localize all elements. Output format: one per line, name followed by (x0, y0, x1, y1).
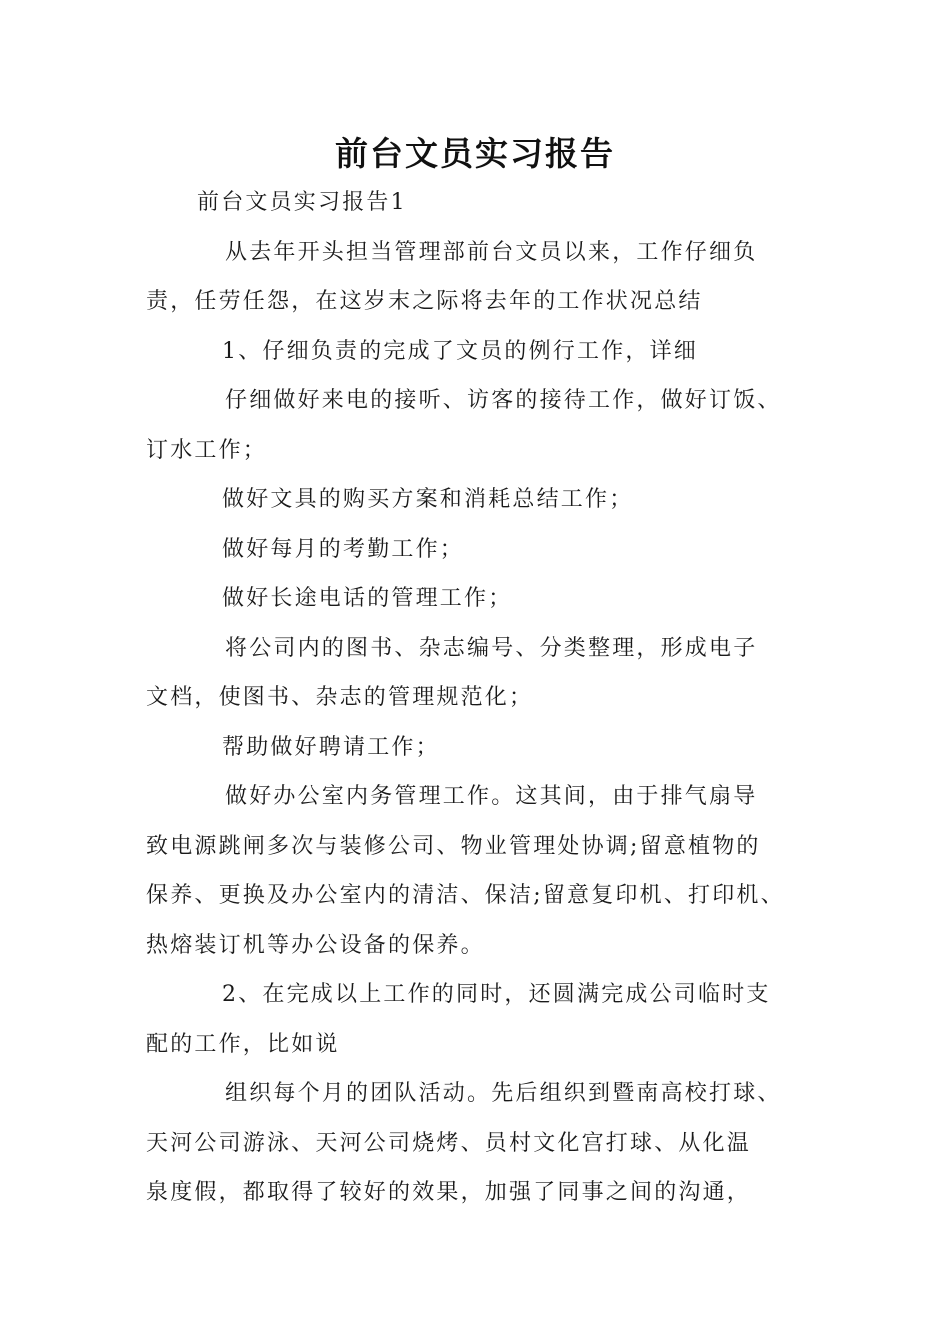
body-line: 2、在完成以上工作的同时，还圆满完成公司临时支 (222, 982, 771, 1007)
body-line: 做好长途电话的管理工作； (222, 586, 513, 611)
body-line: 从去年开头担当管理部前台文员以来，工作仔细负 (225, 239, 758, 265)
body-line: 责，任劳任怨，在这岁末之际将去年的工作状况总结 (146, 289, 703, 314)
body-line: 致电源跳闸多次与装修公司、物业管理处协调;留意植物的 (146, 833, 761, 859)
body-line: 保养、更换及办公室内的清洁、保洁;留意复印机、打印机、 (146, 883, 785, 908)
body-line: 将公司内的图书、杂志编号、分类整理，形成电子 (225, 635, 758, 661)
body-line: 1、仔细负责的完成了文员的例行工作，详细 (222, 338, 698, 364)
body-line: 做好每月的考勤工作； (222, 536, 465, 562)
body-line: 配的工作，比如说 (146, 1031, 340, 1057)
body-line: 天河公司游泳、天河公司烧烤、员村文化宫打球、从化温 (146, 1130, 752, 1156)
body-line: 组织每个月的团队活动。先后组织到暨南高校打球、 (225, 1081, 782, 1106)
document-body (146, 178, 836, 1218)
body-line: 泉度假，都取得了较好的效果，加强了同事之间的沟通， (146, 1180, 752, 1205)
body-line: 帮助做好聘请工作； (222, 734, 440, 760)
body-line: 热熔装订机等办公设备的保养。 (146, 932, 485, 958)
body-line: 文档，使图书、杂志的管理规范化； (146, 685, 534, 710)
body-line: 前台文员实习报告1 (197, 190, 407, 215)
body-line: 做好办公室内务管理工作。这其间，由于排气扇导 (225, 784, 758, 809)
body-line: 做好文具的购买方案和消耗总结工作； (222, 487, 634, 512)
body-line: 仔细做好来电的接听、访客的接待工作，做好订饭、 (225, 388, 782, 413)
body-line: 订水工作； (146, 437, 268, 463)
document-title: 前台文员实习报告 (335, 134, 615, 173)
